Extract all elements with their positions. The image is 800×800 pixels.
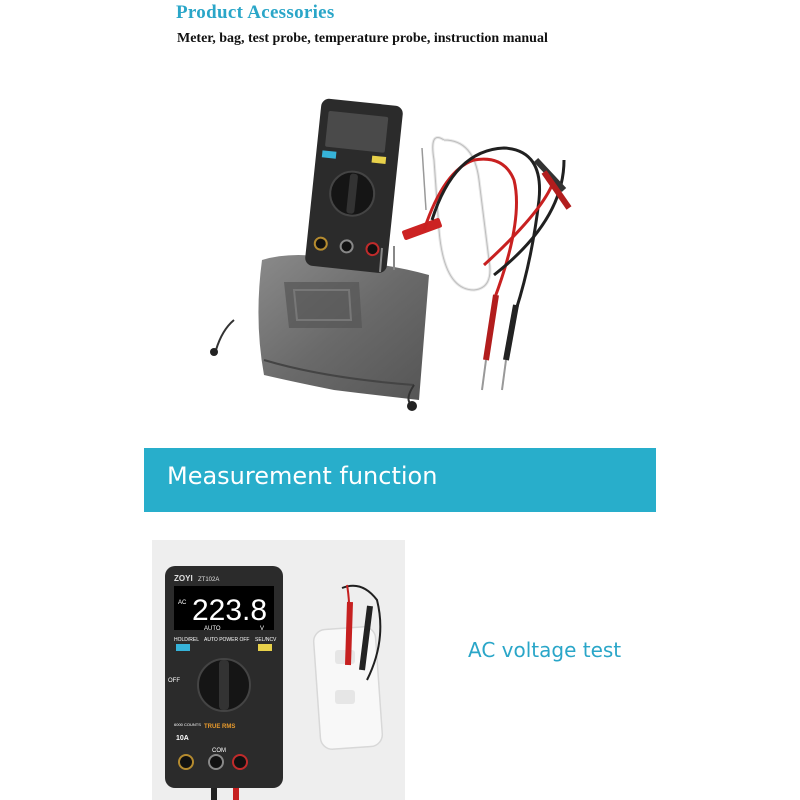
meter-counts: 6000 COUNTS [174,722,201,727]
sel-button [258,644,272,651]
meter-off-label: OFF [168,678,180,684]
section-banner [144,448,656,512]
accessories-illustration [144,60,656,444]
feature-label: AC voltage test [468,638,622,662]
meter-true-rms: TRUE RMS [204,724,236,730]
jack-com [209,755,223,769]
jack-10a-label: 10A [176,735,189,742]
ac-test-photo [152,540,405,800]
hold-button [176,644,190,651]
ac-test-illustration [152,540,405,800]
multimeter [304,98,403,274]
meter-ncv-label: SEL/NCV [255,637,277,643]
banner-heading: Measurement function [167,462,438,490]
storage-bag [210,255,429,411]
meter-mode: AUTO [204,626,221,632]
multimeter [165,566,283,788]
accessories-photo [144,60,656,444]
meter-hold-label: HOLD/REL [174,637,200,643]
accessories-list: Meter, bag, test probe, temperature probe, instruction manual [177,31,548,46]
jack-v [233,755,247,769]
jack-com-label: COM [212,748,226,754]
meter-auto-off-label: AUTO POWER OFF [204,637,250,643]
meter-ac-indicator: AC [178,600,187,606]
jack-10a [179,755,193,769]
meter-reading: 223.8 [192,594,268,627]
meter-brand: ZOYI [174,574,193,583]
meter-model: ZT102A [198,577,220,583]
page-title: Product Acessories [176,2,335,23]
meter-unit: V [260,626,265,632]
